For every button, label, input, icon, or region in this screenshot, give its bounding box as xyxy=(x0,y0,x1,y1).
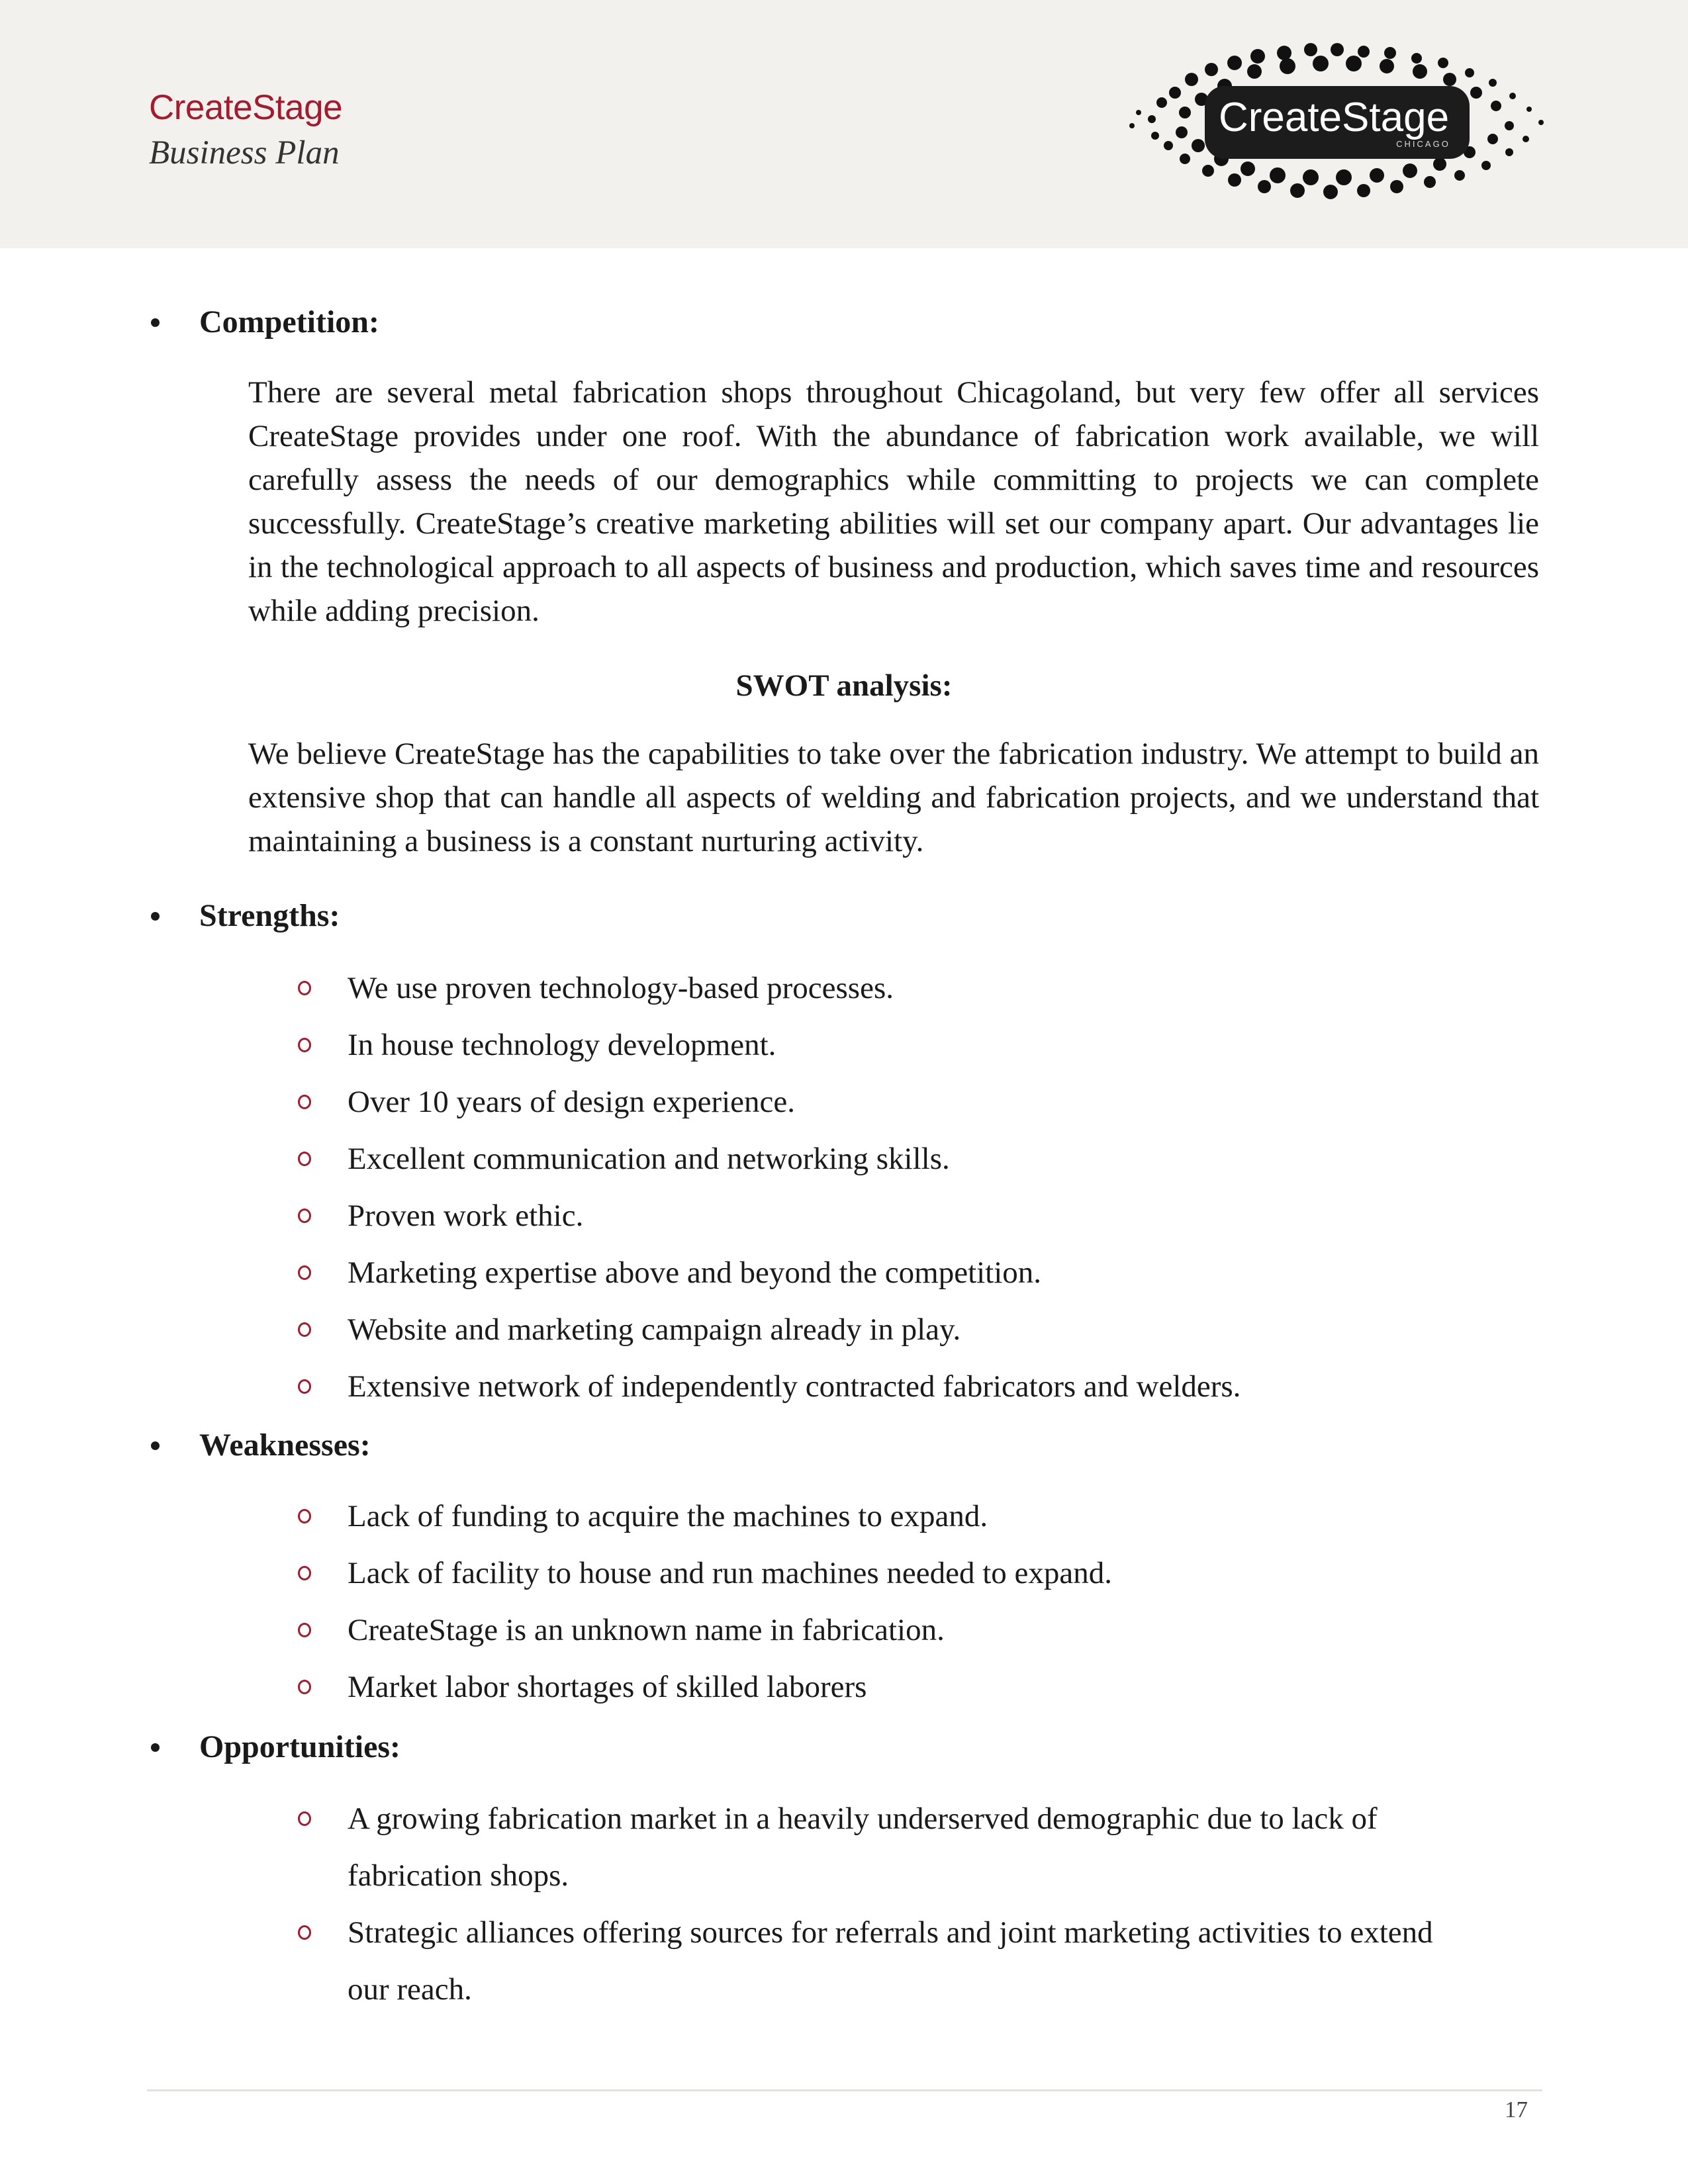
circle-bullet-icon xyxy=(298,1152,311,1166)
circle-bullet-icon xyxy=(298,1322,311,1337)
circle-bullet-icon xyxy=(298,1925,311,1940)
circle-bullet-icon xyxy=(298,1379,311,1394)
createstage-logo xyxy=(1112,40,1552,205)
circle-bullet-icon xyxy=(298,1038,311,1052)
logo-wordmark: CreateStage xyxy=(1218,95,1450,140)
circle-bullet-icon xyxy=(298,1509,311,1524)
bullet-icon xyxy=(151,1441,160,1450)
circle-bullet-icon xyxy=(298,1265,311,1280)
page-header xyxy=(0,0,1688,248)
circle-bullet-icon xyxy=(298,1811,311,1826)
circle-bullet-icon xyxy=(298,1095,311,1109)
page-number: 17 xyxy=(1505,2097,1528,2122)
footer-divider xyxy=(147,2089,1542,2091)
circle-bullet-icon xyxy=(298,1208,311,1223)
competition-paragraph: There are several metal fabrication shops throughout Chicagoland, but very few offer all services CreateStage provides under one roof. With the abundance of fabrication work available, we will carefully assess the needs of our demographics while committing to projects we can complete successfully. CreateStage’s creative marketing abilities will set our company apart. Our advantages lie in the technological approach to all aspects of business and production, which saves time and resources while adding precision. xyxy=(248,375,1539,628)
circle-bullet-icon xyxy=(298,1623,311,1637)
circle-bullet-icon xyxy=(298,1680,311,1694)
header-doc-type: Business Plan xyxy=(149,134,340,171)
swot-heading: SWOT analysis: xyxy=(735,668,953,703)
logo-subtext: CHICAGO xyxy=(1396,139,1450,149)
swot-paragraph: We believe CreateStage has the capabilities to take over the fabrication industry. We attempt to build an extensive shop that can handle all aspects of welding and fabrication projects, and we understand that maintaining a business is a constant nurturing activity. xyxy=(248,737,1539,858)
bullet-icon xyxy=(151,912,160,921)
bullet-icon xyxy=(151,318,160,327)
bullet-icon xyxy=(151,1743,160,1752)
circle-bullet-icon xyxy=(298,1566,311,1580)
circle-bullet-icon xyxy=(298,981,311,995)
header-brand: CreateStage xyxy=(149,88,343,127)
